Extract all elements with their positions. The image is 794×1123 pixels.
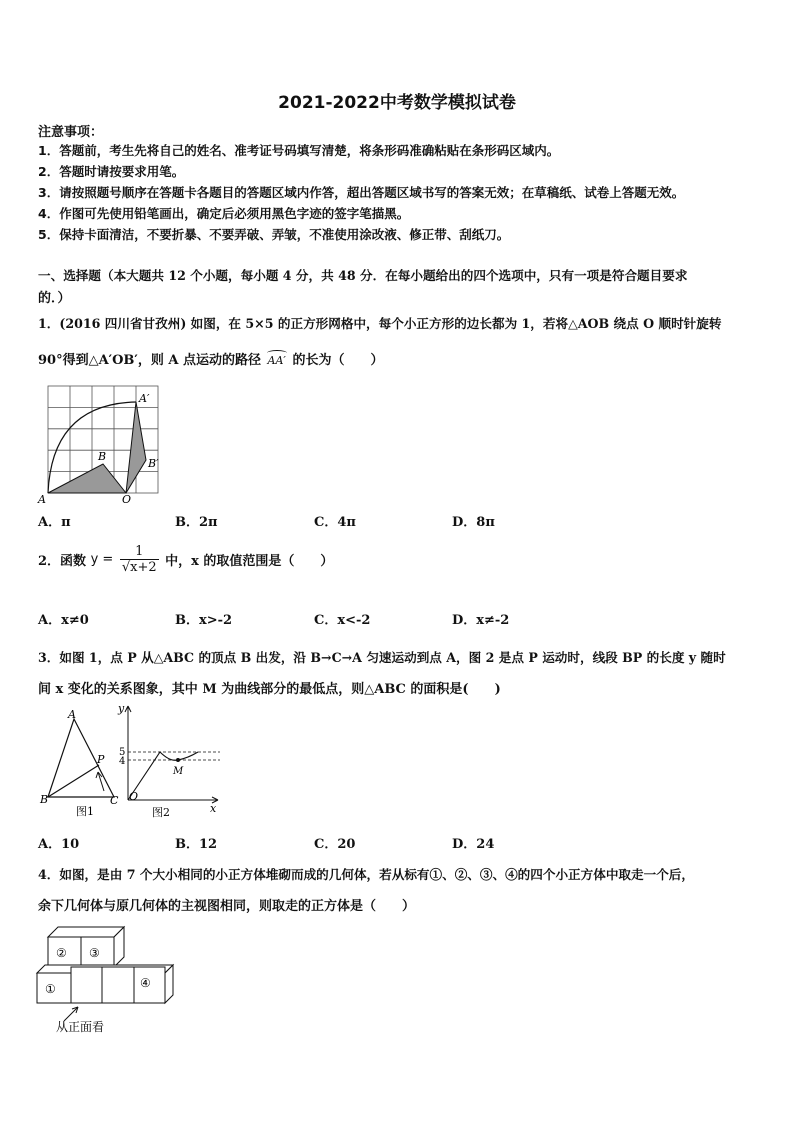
label-a-prime: A′ [139,392,150,405]
arc-label: AA′ [266,354,288,367]
question-1-text: 1．(2016 四川省甘孜州) 如图，在 5×5 的正方形网格中，每个小正方形的边长都为 1，若将△AOB 绕点 O 顺时针旋转 [38,316,722,331]
q1-text-after: 的长为（ ） [292,353,384,368]
q1-option-c[interactable]: C．4π [314,515,356,530]
label-a: A [68,708,76,721]
label-a: A [38,493,46,504]
cube-label-1: ① [45,982,56,996]
label-o: O [122,493,132,504]
label-b: B [98,450,107,463]
question-2-text [38,544,333,575]
label-c: C [110,794,119,807]
q1-option-d[interactable]: D．8π [452,515,495,530]
q3-option-a[interactable]: A．10 [38,837,80,852]
page-title: 2021-2022中考数学模拟试卷 [278,93,516,113]
cube-label-2: ② [56,946,67,960]
q2-option-d[interactable]: D．x≠-2 [452,613,510,628]
label-b-prime: B′ [148,457,159,470]
label-four: 4 [119,756,126,767]
q4-cube-figure [34,925,184,1037]
view-arrow [64,1007,78,1021]
label-x: x [210,802,217,815]
segment-bp [48,765,99,797]
notice-item: 5．保持卡面清洁，不要折暴、不要弄破、弄皱，不准使用涂改液、修正带、刮纸刀。 [38,227,510,242]
notice-item: 3．请按照题号顺序在答题卡各题目的答题区域内作答，超出答题区域书写的答案无效；在草稿纸、试卷上答题无效。 [38,185,685,200]
notice-item: 1．答题前，考生先将自己的姓名、准考证号码填写清楚，将条形码准确粘贴在条形码区域内。 [38,143,560,158]
figure-1-caption: 图1 [76,805,94,818]
q2-denominator: √x+2 [121,560,157,575]
q2-y-equals: y = [90,552,114,567]
label-y: y [118,702,125,715]
cube-label-3: ③ [89,946,100,960]
q1-grid-figure [36,382,168,504]
notice-item: 4．作图可先使用铅笔画出，确定后必须用黑色字迹的签字笔描黑。 [38,206,410,221]
q3-option-d[interactable]: D．24 [452,837,495,852]
q2-option-c[interactable]: C．x<-2 [314,613,371,628]
question-4-text: 4．如图，是由 7 个大小相同的小正方体堆砌而成的几何体，若从标有①、②、③、④的四个小正方体中取走一个后， [38,867,694,882]
point-m [176,758,180,762]
q3-figure-2 [112,700,224,822]
section-heading: 一、选择题（本大题共 12 个小题，每小题 4 分，共 48 分．在每小题给出的四个选项中，只有一项是符合题目要求 [38,268,688,283]
q3-option-c[interactable]: C．20 [314,837,356,852]
q2-text-before: 2．函数 [38,554,87,569]
label-p: P [97,753,105,766]
cube-label-4: ④ [140,976,151,990]
section-heading-cont: 的．） [38,291,71,306]
view-direction-label: 从正面看 [56,1020,105,1034]
label-b: B [40,793,49,806]
question-4-text-cont: 余下几何体与原几何体的主视图相同，则取走的正方体是（ ） [38,899,416,914]
q1-option-b[interactable]: B．2π [175,515,218,530]
label-o: O [129,790,139,803]
figure-2-caption: 图2 [152,806,170,819]
graph-curve [128,752,198,800]
label-m: M [173,766,184,777]
q2-option-a[interactable]: A．x≠0 [38,613,89,628]
q2-numerator: 1 [120,544,159,560]
q1-option-a[interactable]: A．π [38,515,71,530]
q3-option-b[interactable]: B．12 [175,837,218,852]
question-3-text: 3．如图 1，点 P 从△ABC 的顶点 B 出发，沿 B→C→A 匀速运动到点 A，图 2 是点 P 运动时，线段 BP 的长度 y 随时 [38,650,726,665]
q2-option-b[interactable]: B．x>-2 [175,613,233,628]
q2-text-after: 中，x 的取值范围是（ ） [165,554,334,569]
label-five: 5 [119,747,126,758]
q2-fraction [120,544,159,575]
q1-text-before: 90°得到△A′OB′，则 A 点运动的路径 [38,353,261,368]
notice-heading: 注意事项： [38,125,104,140]
question-1-text-cont [38,349,383,368]
question-3-text-cont: 间 x 变化的关系图象，其中 M 为曲线部分的最低点，则△ABC 的面积是( ) [38,682,501,697]
notice-item: 2．答题时请按要求用笔。 [38,164,185,179]
